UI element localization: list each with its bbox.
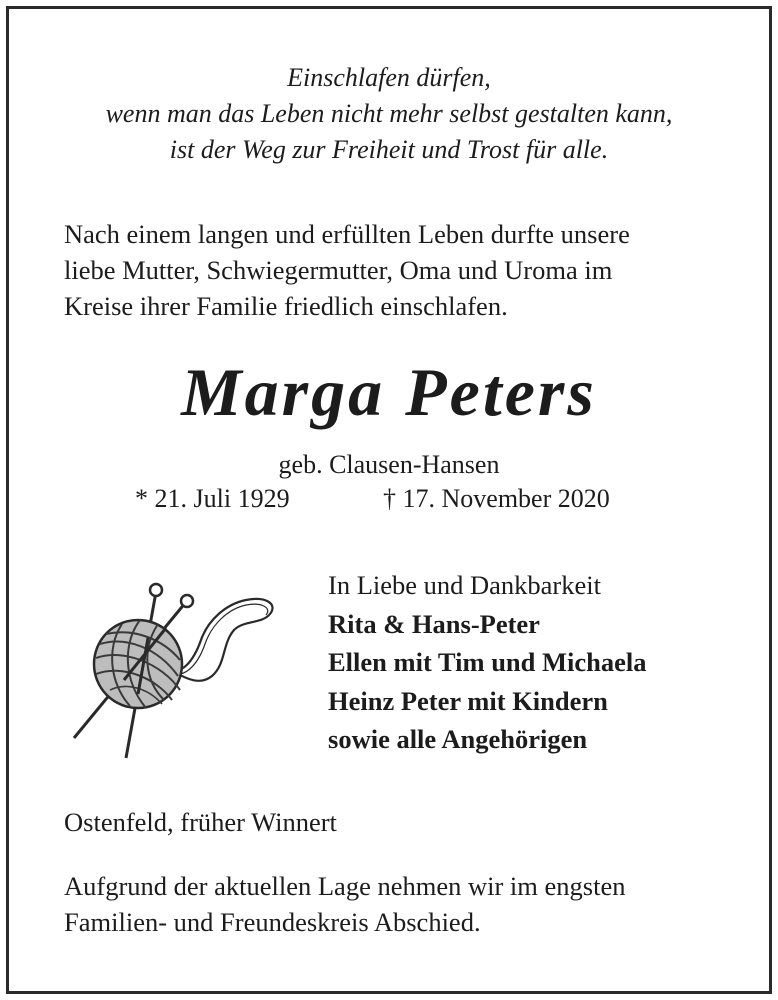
birth-name: geb. Clausen-Hansen — [278, 450, 500, 479]
intro-line: liebe Mutter, Schwiegermutter, Oma und Uroma im — [64, 255, 613, 285]
closing-line: Familien- und Freundeskreis Abschied. — [64, 907, 481, 937]
poem-line: Einschlafen dürfen, — [287, 63, 491, 92]
mourners-intro: In Liebe und Dankbarkeit — [328, 570, 601, 600]
poem-line: wenn man das Leben nicht mehr selbst gestalten kann, — [105, 99, 673, 128]
intro-text — [64, 216, 744, 324]
mourners-list — [328, 566, 768, 759]
deceased-name: Marga Peters — [181, 354, 597, 430]
death-date: † 17. November 2020 — [383, 484, 610, 513]
mourner-name: Heinz Peter mit Kindern — [328, 685, 608, 716]
closing-line: Aufgrund der aktuellen Lage nehmen wir im engsten — [64, 871, 626, 901]
birth-date: * 21. Juli 1929 — [135, 484, 290, 513]
closing-text — [64, 868, 754, 940]
intro-line: Kreise ihrer Familie friedlich einschlafen. — [64, 291, 508, 321]
yarn-ball-knitting-needles-icon — [66, 578, 286, 768]
poem — [0, 60, 778, 168]
mourner-name: Rita & Hans-Peter — [328, 608, 540, 639]
mourner-name: sowie alle Angehörigen — [328, 724, 588, 754]
mourner-name: Ellen mit Tim und Michaela — [328, 647, 647, 677]
place-text: Ostenfeld, früher Winnert — [64, 807, 337, 837]
poem-line: ist der Weg zur Freiheit und Trost für alle. — [169, 135, 609, 164]
intro-line: Nach einem langen und erfüllten Leben durfte unsere — [64, 219, 630, 249]
